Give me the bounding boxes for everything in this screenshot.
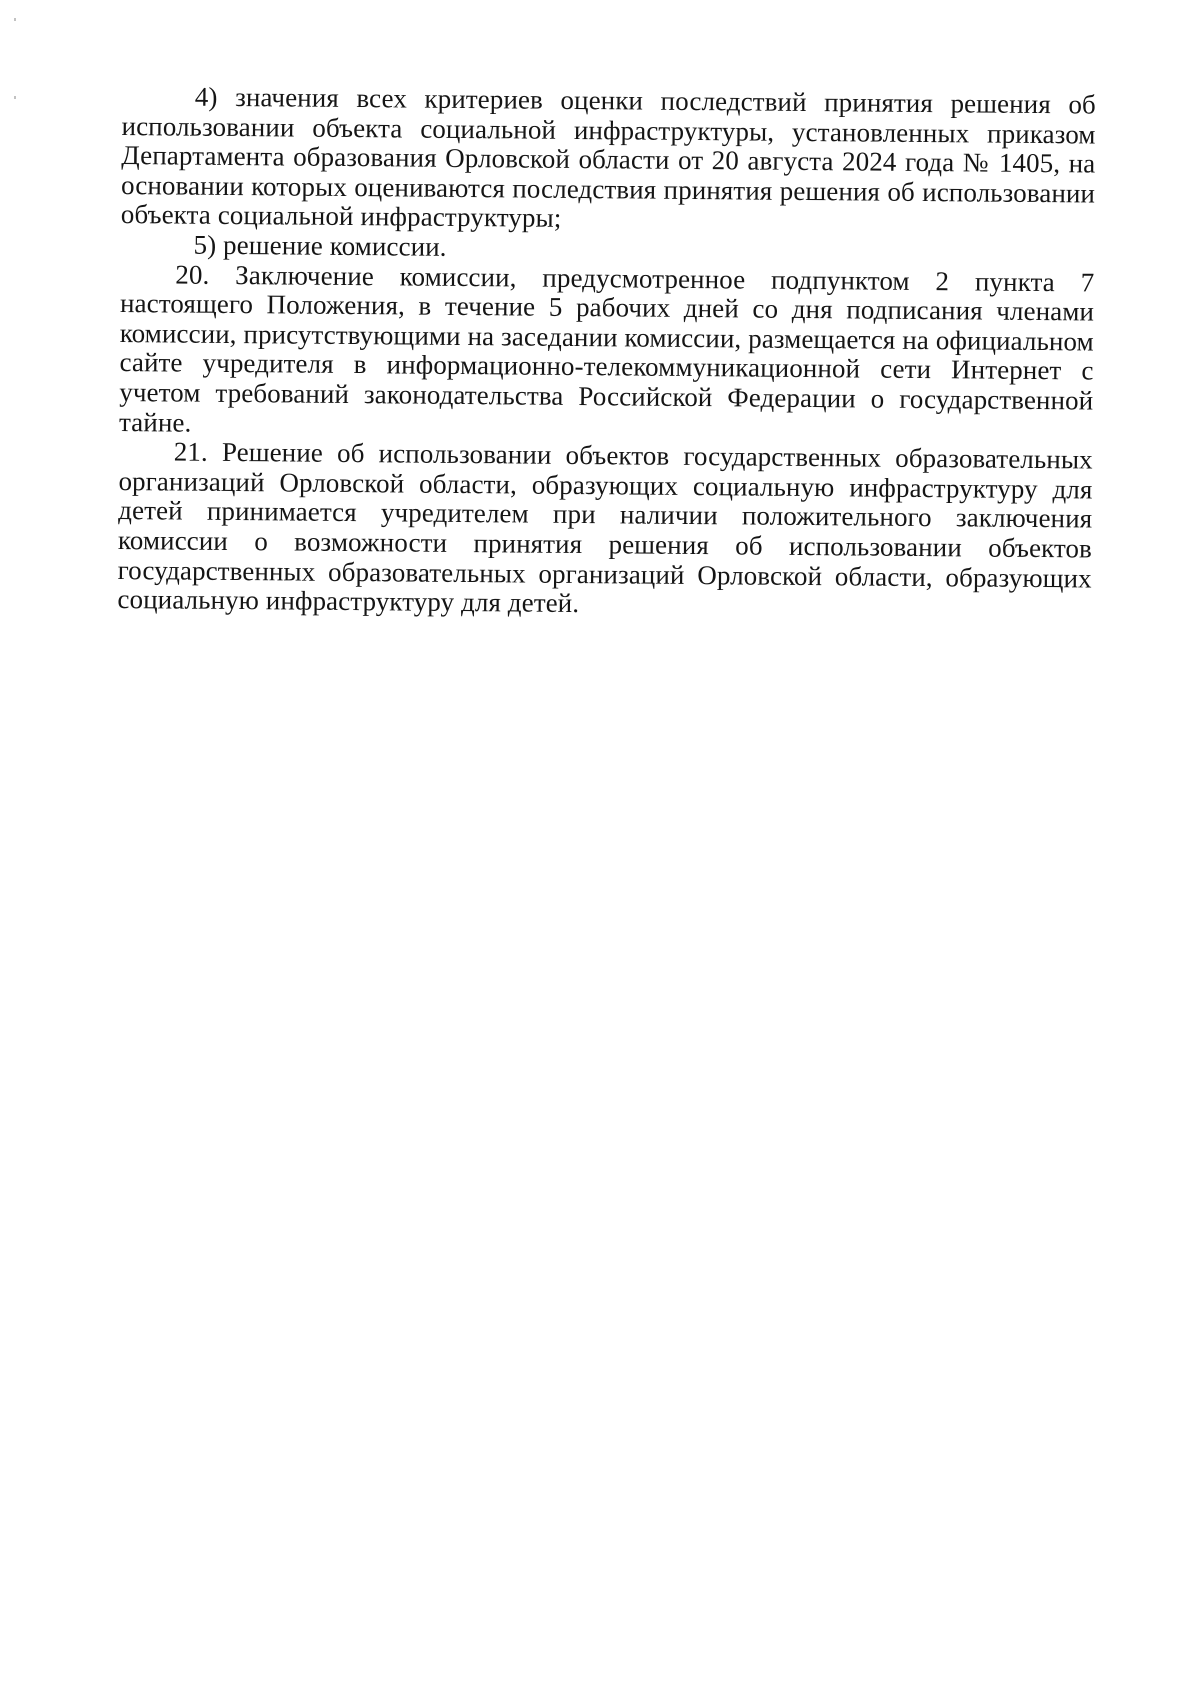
scan-artifact (14, 18, 16, 21)
paragraph-item-4: 4) значения всех критериев оценки последствий принятия решения об использовании объекта социальной инфраструктуры, установленных приказом Департамента образования Орловской области от 20 августа 2024 года № 1405, на основании которых оцениваются последствия принятия решения об использовании объекта социальной инфраструктуры; (120, 81, 1096, 234)
paragraph-item-5: 5) решение комиссии. (193, 229, 447, 262)
document-body (117, 82, 1096, 623)
paragraph-clause-20: 20. Заключение комиссии, предусмотренное подпунктом 2 пункта 7 настоящего Положения, в течение 5 рабочих дней со дня подписания членами комиссии, присутствующими на заседании комиссии, размещается на официальном сайте учредителя в информационно-телекоммуникационной сети Интернет с учетом требований законодательства Российской Федерации о государственной тайне. (118, 259, 1095, 438)
scan-artifact (14, 96, 16, 99)
paragraph-clause-21: 21. Решение об использовании объектов государственных образовательных организаций Орловской области, образующих социальную инфраструктуру для детей принимается учредителем при наличии положительного заключения комиссии о возможности принятия решения об использовании объектов государственных образовательных организаций Орловской области, образующих социальную инфраструктуру для детей. (117, 436, 1093, 619)
